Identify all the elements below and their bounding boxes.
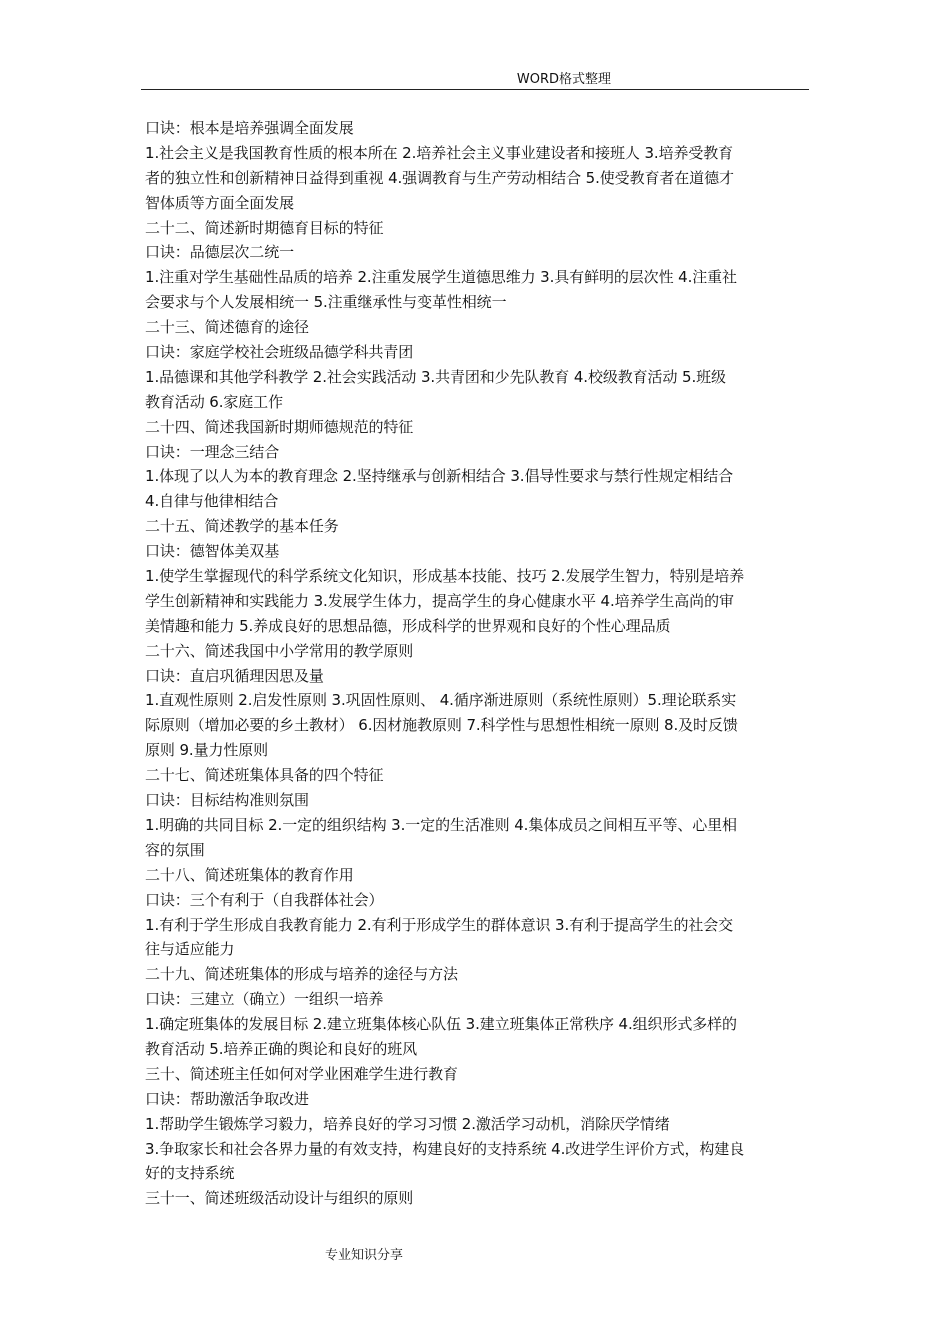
- text-line: 1.帮助学生锻炼学习毅力，培养良好的学习习惯 2.激活学习动机，消除厌学情绪: [145, 1114, 670, 1133]
- text-line: 口诀：直启巩循理因思及量: [145, 666, 324, 685]
- text-line: 际原则（增加必要的乡土教材） 6.因材施教原则 7.科学性与思想性相统一原则 8.及时反馈: [145, 716, 738, 735]
- text-line: 教育活动 6.家庭工作: [145, 392, 283, 411]
- text-line: 二十二、简述新时期德育目标的特征: [145, 218, 384, 237]
- text-line: 口诀：德智体美双基: [145, 542, 280, 561]
- text-line: 口诀：品德层次二统一: [145, 243, 295, 262]
- text-line: 二十五、简述教学的基本任务: [145, 517, 339, 536]
- text-line: 1.有利于学生形成自我教育能力 2.有利于形成学生的群体意识 3.有利于提高学生的社会交: [145, 915, 734, 934]
- text-line: 4.自律与他律相结合: [145, 492, 279, 511]
- text-line: 1.社会主义是我国教育性质的根本所在 2.培养社会主义事业建设者和接班人 3.培养受教育: [145, 143, 734, 162]
- text-line: 1.注重对学生基础性品质的培养 2.注重发展学生道德思维力 3.具有鲜明的层次性 4.注重社: [145, 268, 737, 287]
- text-line: 会要求与个人发展相统一 5.注重继承性与变革性相统一: [145, 293, 507, 312]
- text-line: 口诀：帮助激活争取改进: [145, 1089, 309, 1108]
- text-line: 二十四、简述我国新时期师德规范的特征: [145, 417, 414, 436]
- header-title: WORD格式整理: [516, 72, 611, 87]
- text-line: 1.使学生掌握现代的科学系统文化知识，形成基本技能、技巧 2.发展学生智力，特别是培养: [145, 567, 745, 586]
- page-header: [141, 70, 809, 90]
- page-footer: 专业知识分享: [325, 1248, 404, 1263]
- text-line: 三十、简述班主任如何对学业困难学生进行教育: [145, 1064, 458, 1083]
- text-line: 1.体现了以人为本的教育理念 2.坚持继承与创新相结合 3.倡导性要求与禁行性规定相结合: [145, 467, 734, 486]
- text-line: 二十六、简述我国中小学常用的教学原则: [145, 641, 414, 660]
- text-line: 原则 9.量力性原则: [145, 741, 269, 760]
- text-line: 口诀：三个有利于（自我群体社会）: [145, 890, 384, 909]
- text-line: 二十八、简述班集体的教育作用: [145, 865, 354, 884]
- text-line: 口诀：一理念三结合: [145, 442, 280, 461]
- document-body: [145, 116, 813, 1211]
- text-line: 二十三、简述德育的途径: [145, 318, 309, 337]
- text-line: 容的氛围: [145, 840, 205, 859]
- text-line: 好的支持系统: [145, 1164, 235, 1183]
- text-line: 1.品德课和其他学科教学 2.社会实践活动 3.共青团和少先队教育 4.校级教育活动 5.班级: [145, 367, 726, 386]
- text-line: 三十一、简述班级活动设计与组织的原则: [145, 1189, 414, 1208]
- text-line: 3.争取家长和社会各界力量的有效支持，构建良好的支持系统 4.改进学生评价方式，构建良: [145, 1139, 745, 1158]
- text-line: 口诀：根本是培养强调全面发展: [145, 119, 354, 137]
- text-line: 教育活动 5.培养正确的舆论和良好的班风: [145, 1039, 418, 1058]
- text-line: 者的独立性和创新精神日益得到重视 4.强调教育与生产劳动相结合 5.使受教育者在道德才: [145, 168, 734, 187]
- text-line: 二十九、简述班集体的形成与培养的途径与方法: [145, 965, 458, 984]
- text-line: 1.确定班集体的发展目标 2.建立班集体核心队伍 3.建立班集体正常秩序 4.组织形式多样的: [145, 1015, 737, 1034]
- text-line: 往与适应能力: [145, 940, 235, 959]
- text-line: 1.直观性原则 2.启发性原则 3.巩固性原则、 4.循序渐进原则（系统性原则）5.理论联系实: [145, 691, 737, 710]
- text-line: 学生创新精神和实践能力 3.发展学生体力，提高学生的身心健康水平 4.培养学生高尚的审: [145, 591, 734, 610]
- text-line: 口诀：目标结构准则氛围: [145, 791, 309, 810]
- text-line: 美情趣和能力 5.养成良好的思想品德，形成科学的世界观和良好的个性心理品质: [145, 616, 671, 635]
- text-line: 口诀：家庭学校社会班级品德学科共青团: [145, 343, 414, 362]
- text-line: 智体质等方面全面发展: [145, 193, 295, 212]
- text-line: 1.明确的共同目标 2.一定的组织结构 3.一定的生活准则 4.集体成员之间相互平等、心里相: [145, 815, 737, 834]
- text-line: 二十七、简述班集体具备的四个特征: [145, 766, 384, 785]
- text-line: 口诀：三建立（确立）一组织一培养: [145, 990, 384, 1009]
